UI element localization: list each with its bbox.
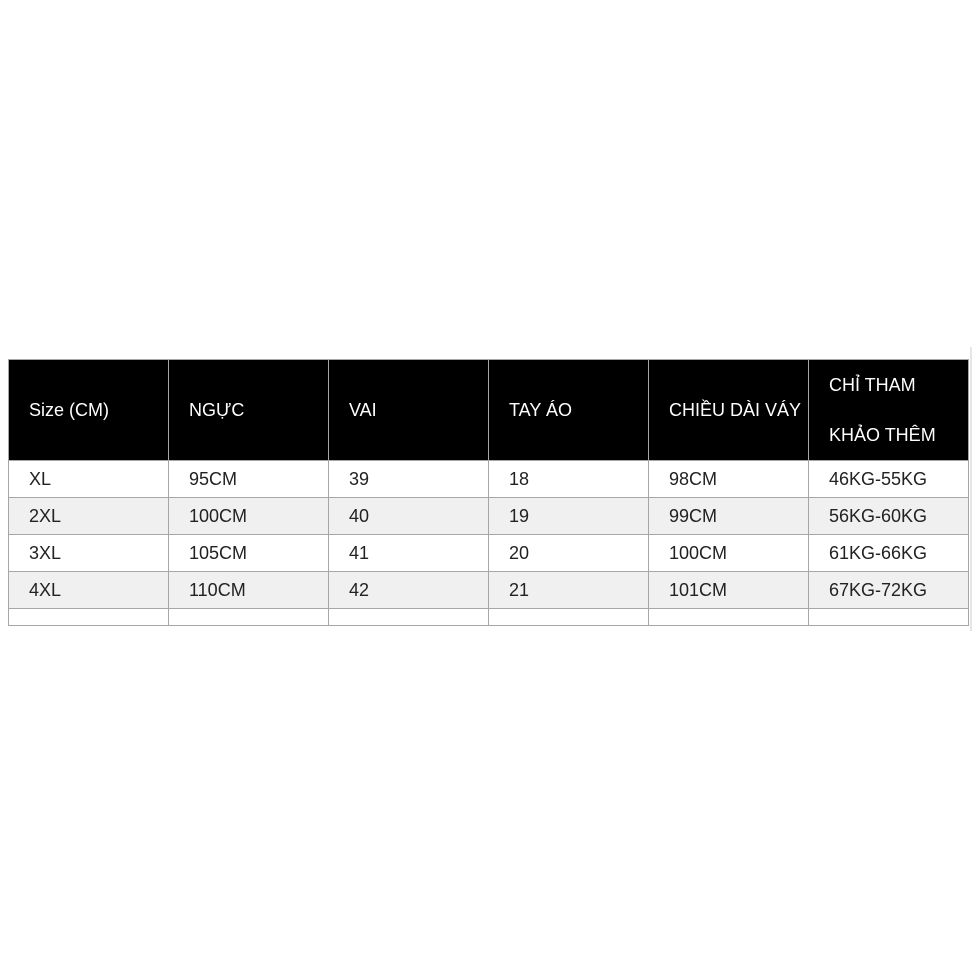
cell-shoulder: 41: [329, 535, 489, 572]
size-chart-table: [8, 359, 969, 626]
cell-dress-length: 98CM: [649, 461, 809, 498]
cell-weight-reference: 46KG-55KG: [809, 461, 969, 498]
cell-chest: 100CM: [169, 498, 329, 535]
header-chest: NGỰC: [169, 360, 329, 461]
empty-table-row: [9, 609, 969, 626]
header-row: [9, 360, 969, 461]
header-dress-length: CHIỀU DÀI VÁY: [649, 360, 809, 461]
empty-cell: [489, 609, 649, 626]
table-row: [9, 535, 969, 572]
cell-size: XL: [9, 461, 169, 498]
empty-cell: [169, 609, 329, 626]
cell-shoulder: 42: [329, 572, 489, 609]
scrollbar-track[interactable]: [970, 347, 972, 631]
cell-dress-length: 100CM: [649, 535, 809, 572]
cell-size: 2XL: [9, 498, 169, 535]
cell-shoulder: 40: [329, 498, 489, 535]
header-sleeve: TAY ÁO: [489, 360, 649, 461]
empty-cell: [9, 609, 169, 626]
empty-cell: [649, 609, 809, 626]
header-size: Size (CM): [9, 360, 169, 461]
cell-sleeve: 21: [489, 572, 649, 609]
cell-sleeve: 19: [489, 498, 649, 535]
cell-dress-length: 101CM: [649, 572, 809, 609]
table-row: [9, 572, 969, 609]
cell-shoulder: 39: [329, 461, 489, 498]
empty-cell: [809, 609, 969, 626]
cell-dress-length: 99CM: [649, 498, 809, 535]
table-row: [9, 461, 969, 498]
cell-chest: 105CM: [169, 535, 329, 572]
cell-chest: 110CM: [169, 572, 329, 609]
cell-weight-reference: 67KG-72KG: [809, 572, 969, 609]
empty-cell: [329, 609, 489, 626]
cell-weight-reference: 56KG-60KG: [809, 498, 969, 535]
cell-chest: 95CM: [169, 461, 329, 498]
table-header: [9, 360, 969, 461]
cell-sleeve: 20: [489, 535, 649, 572]
table-body: [9, 461, 969, 626]
cell-size: 4XL: [9, 572, 169, 609]
cell-weight-reference: 61KG-66KG: [809, 535, 969, 572]
header-weight-reference: CHỈ THAM KHẢO THÊM: [809, 360, 969, 461]
cell-sleeve: 18: [489, 461, 649, 498]
table-row: [9, 498, 969, 535]
cell-size: 3XL: [9, 535, 169, 572]
header-shoulder: VAI: [329, 360, 489, 461]
